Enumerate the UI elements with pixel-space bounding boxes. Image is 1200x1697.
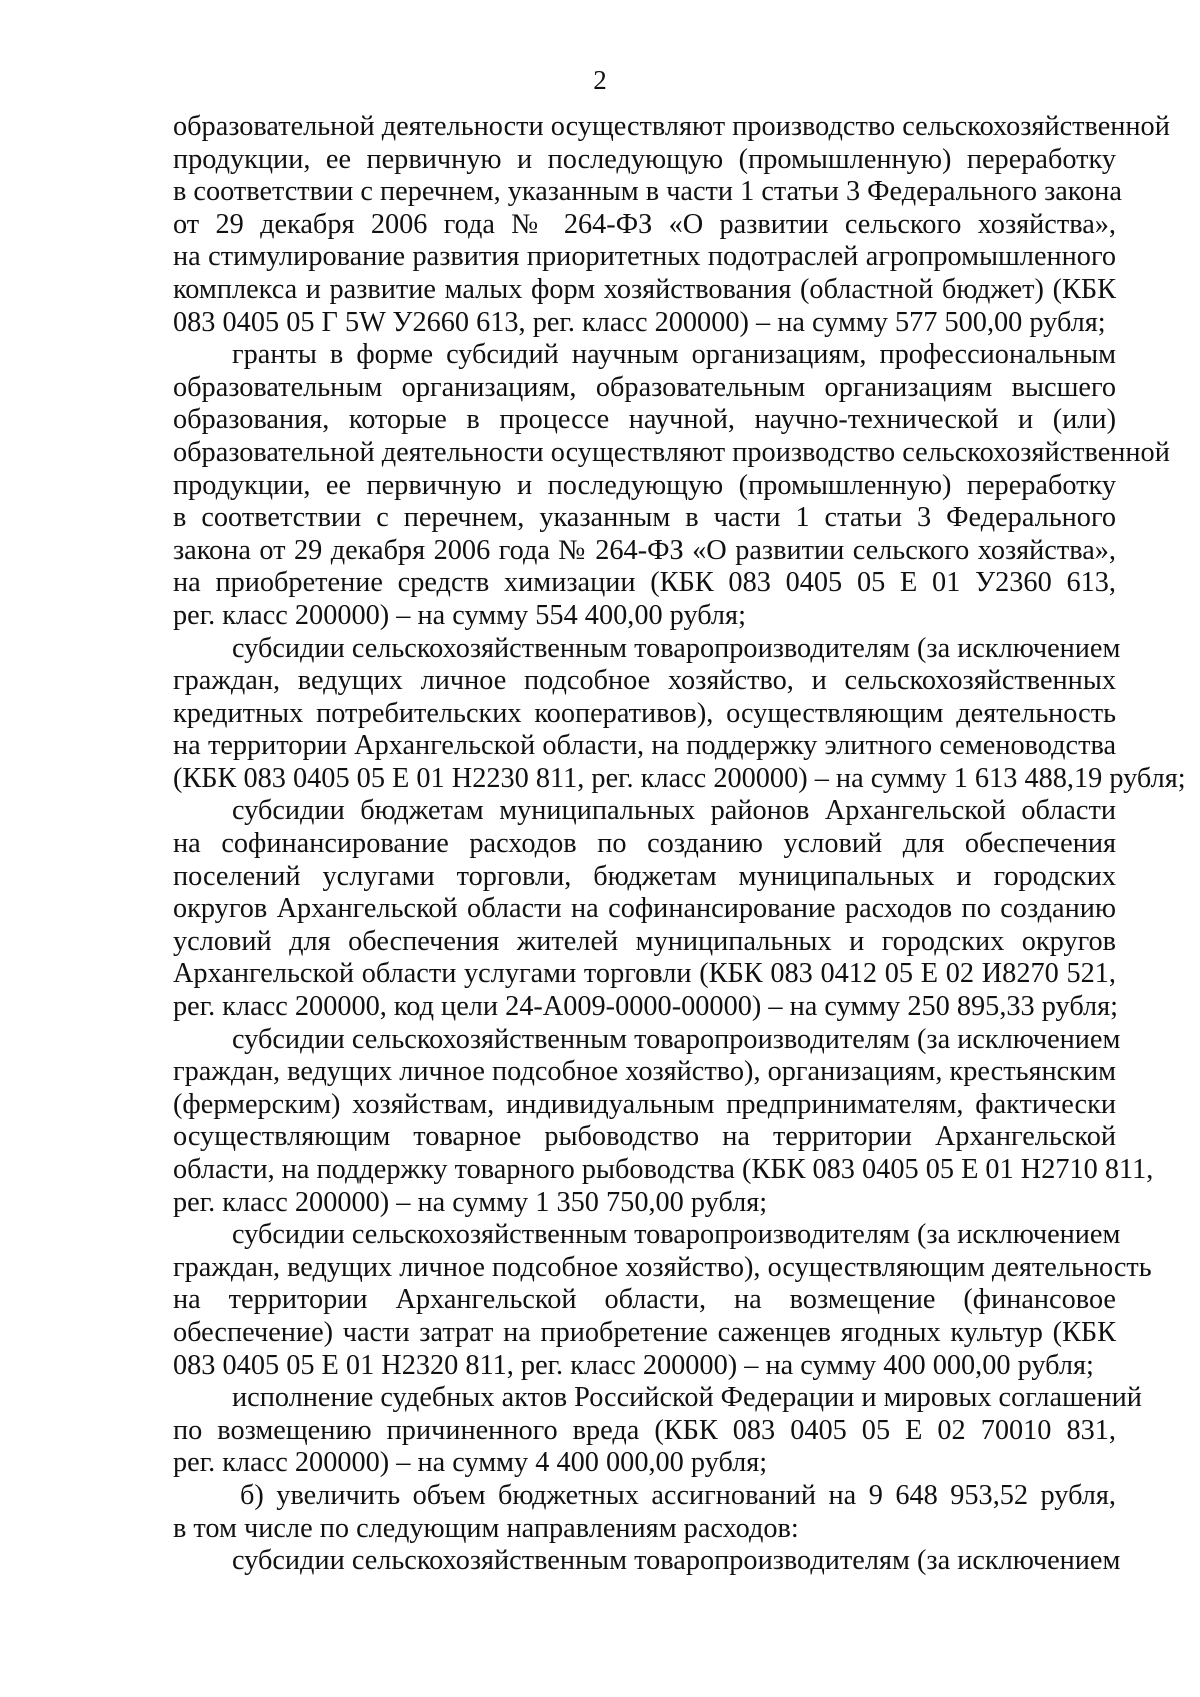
text-line: кредитных потребительских кооперативов), осуществляющим деятельность [173,697,1116,729]
text-line: на софинансирование расходов по созданию условий для обеспечения [173,828,1116,860]
text-line: продукции, ее первичную и последующую (промышленную) переработку [173,143,1116,175]
text-line: в соответствии с перечнем, указанным в части 1 статьи 3 Федерального закона [173,176,1122,208]
paragraph [173,111,1170,339]
text-line: условий для обеспечения жителей муниципальных и городских округов [173,925,1116,957]
text-line: субсидии бюджетам муниципальных районов Архангельской области [232,795,1116,827]
text-line: поселений услугами торговли, бюджетам муниципальных и городских [173,860,1116,892]
text-line: образования, которые в процессе научной, научно-технической и (или) [173,404,1116,436]
paragraph [173,339,1170,632]
text-line: по возмещению причиненного вреда (КБК 083 0405 05 Е 02 70010 831, [173,1414,1116,1446]
text-line: гранты в форме субсидий научным организациям, профессиональным [232,339,1116,371]
text-line: (фермерским) хозяйствам, индивидуальным предпринимателям, фактически [173,1088,1116,1120]
text-line: на стимулирование развития приоритетных подотраслей агропромышленного [173,241,1116,273]
text-line: продукции, ее первичную и последующую (промышленную) переработку [173,469,1116,501]
text-line: рег. класс 200000) – на сумму 4 400 000,00 рубля; [173,1447,768,1479]
text-line: области, на поддержку товарного рыбоводства (КБК 083 0405 05 Е 01 Н2710 811, [173,1154,1154,1185]
text-line: на приобретение средств химизации (КБК 083 0405 05 Е 01 У2360 613, [173,567,1116,599]
text-line: рег. класс 200000) – на сумму 554 400,00 рубля; [173,599,746,631]
paragraph [173,1480,1116,1545]
paragraph [173,1219,1152,1382]
text-line: образовательной деятельности осуществляют производство сельскохозяйственной [173,436,1170,468]
document-body [173,111,1186,1578]
text-line: на территории Архангельской области, на поддержку элитного семеноводства [173,730,1116,762]
text-line: от 29 декабря 2006 года № 264-ФЗ «О развитии сельского хозяйства», [173,208,1116,240]
text-line: комплекса и развитие малых форм хозяйствования (областной бюджет) (КБК [173,273,1116,305]
paragraph [173,1382,1142,1480]
text-line: в соответствии с перечнем, указанным в части 1 статьи 3 Федерального [173,502,1116,534]
text-line: граждан, ведущих личное подсобное хозяйство), организациям, крестьянским [173,1056,1116,1088]
paragraph [173,1545,1121,1578]
text-line: в том числе по следующим направлениям расходов: [173,1512,799,1544]
text-line: Архангельской области услугами торговли (КБК 083 0412 05 Е 02 И8270 521, [173,958,1116,990]
paragraph [173,632,1186,796]
paragraph [173,1023,1154,1220]
paragraph [173,795,1119,1023]
text-line: субсидии сельскохозяйственным товаропроизводителям (за исключением [232,632,1121,664]
text-line: (КБК 083 0405 05 Е 01 Н2230 811, рег. класс 200000) – на сумму 1 613 488,19 рубля; [173,762,1186,794]
text-line: 083 0405 05 Г 5W У2660 613, рег. класс 200000) – на сумму 577 500,00 рубля; [173,306,1106,338]
page-number: 2 [593,65,607,95]
text-line: образовательной деятельности осуществляют производство сельскохозяйственной [173,111,1170,142]
text-line: рег. класс 200000) – на сумму 1 350 750,00 рубля; [173,1186,768,1218]
text-line: граждан, ведущих личное подсобное хозяйство, и сельскохозяйственных [173,665,1116,697]
text-line: округов Архангельской области на софинансирование расходов по созданию [173,893,1116,925]
text-line: обеспечение) части затрат на приобретение саженцев ягодных культур (КБК [173,1316,1116,1348]
text-line: на территории Архангельской области, на возмещение (финансовое [173,1284,1116,1316]
text-line: закона от 29 декабря 2006 года № 264-ФЗ «О развитии сельского хозяйства», [173,534,1116,566]
text-line: субсидии сельскохозяйственным товаропроизводителям (за исключением [232,1219,1121,1251]
text-line: субсидии сельскохозяйственным товаропроизводителям (за исключением [232,1023,1121,1055]
text-line: б) увеличить объем бюджетных ассигнований на 9 648 953,52 рубля, [240,1479,1116,1511]
text-line: субсидии сельскохозяйственным товаропроизводителям (за исключением [232,1545,1121,1577]
text-line: 083 0405 05 Е 01 Н2320 811, рег. класс 200000) – на сумму 400 000,00 рубля; [173,1349,1094,1381]
text-line: граждан, ведущих личное подсобное хозяйство), осуществляющим деятельность [173,1251,1152,1283]
text-line: образовательным организациям, образовательным организациям высшего [173,371,1116,403]
text-line: осуществляющим товарное рыбоводство на территории Архангельской [173,1121,1116,1153]
text-line: исполнение судебных актов Российской Федерации и мировых соглашений [232,1382,1142,1414]
text-line: рег. класс 200000, код цели 24-А009-0000-00000) – на сумму 250 895,33 рубля; [173,991,1119,1023]
